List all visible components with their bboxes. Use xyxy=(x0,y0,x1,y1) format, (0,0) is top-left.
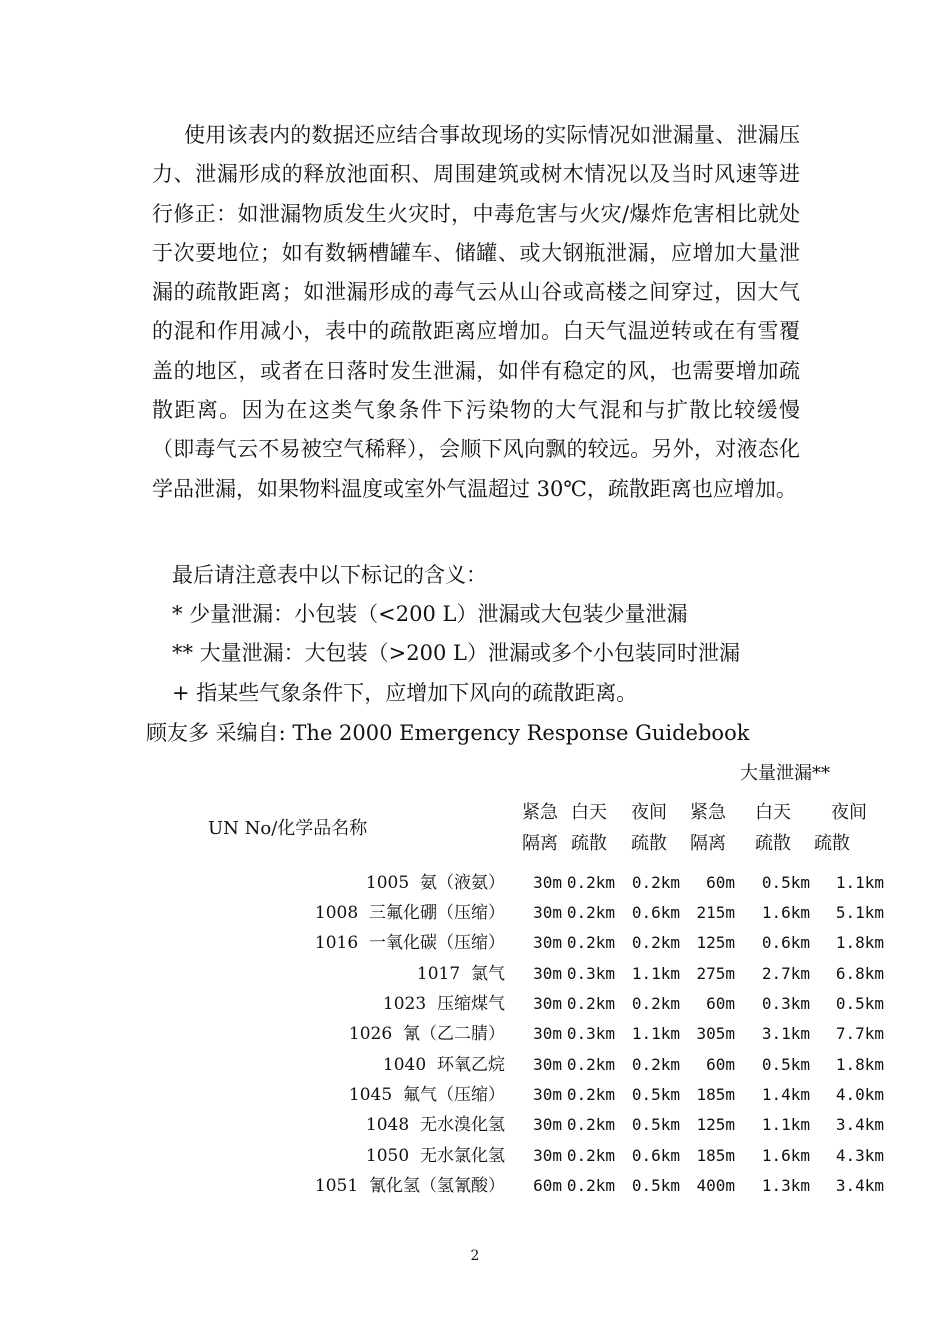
name-column-header: UN No/化学品名称 xyxy=(208,818,368,839)
table-cell-col-2: 0.3km xyxy=(566,964,615,983)
col-header-6-line2: 疏散 xyxy=(814,833,850,854)
note-small-spill: * 少量泄漏：小包装（<200 L）泄漏或大包装少量泄漏 xyxy=(172,602,688,626)
un-number: 1048 xyxy=(365,1115,410,1135)
table-cell-col-2: 0.2km xyxy=(566,1146,615,1165)
table-cell-col-1: 30m xyxy=(533,1055,562,1074)
table-cell-col-6: 7.7km xyxy=(835,1024,884,1043)
spacer xyxy=(392,1024,403,1044)
note-large-spill: ** 大量泄漏：大包装（>200 L）泄漏或多个小包装同时泄漏 xyxy=(172,641,740,665)
table-cell-col-1: 30m xyxy=(533,1146,562,1165)
table-cell-col-6: 1.8km xyxy=(835,1055,884,1074)
spacer xyxy=(460,964,471,984)
col-header-4-line1: 紧急 xyxy=(690,802,726,823)
notes-intro: 最后请注意表中以下标记的含义： xyxy=(172,563,487,587)
table-cell-col-2: 0.2km xyxy=(566,1055,615,1074)
large-spill-group-label: 大量泄漏** xyxy=(740,763,830,784)
table-cell-col-4: 60m xyxy=(706,873,735,892)
col-header-5-line1: 白天 xyxy=(755,802,791,823)
table-cell-col-6: 6.8km xyxy=(835,964,884,983)
un-number: 1026 xyxy=(348,1024,393,1044)
col-header-5-line2: 疏散 xyxy=(755,833,791,854)
table-cell-col-2: 0.3km xyxy=(566,1024,615,1043)
table-cell-col-4: 305m xyxy=(696,1024,735,1043)
table-cell-col-2: 0.2km xyxy=(566,933,615,952)
un-number: 1005 xyxy=(365,873,410,893)
chemical-name-cell xyxy=(417,961,505,987)
table-cell-col-3: 0.6km xyxy=(631,1146,680,1165)
col-header-1-line1: 紧急 xyxy=(522,802,558,823)
table-cell-col-5: 0.3km xyxy=(761,994,810,1013)
table-cell-col-5: 2.7km xyxy=(761,964,810,983)
chemical-name: 无水溴化氢 xyxy=(420,1115,505,1135)
col-header-2-line1: 白天 xyxy=(571,802,607,823)
table-cell-col-1: 60m xyxy=(533,1176,562,1195)
table-cell-col-2: 0.2km xyxy=(566,1176,615,1195)
table-cell-col-4: 125m xyxy=(696,933,735,952)
table-row xyxy=(0,900,950,930)
table-cell-col-1: 30m xyxy=(533,873,562,892)
spacer xyxy=(358,903,369,923)
table-cell-col-2: 0.2km xyxy=(566,873,615,892)
un-number: 1008 xyxy=(314,903,359,923)
source-line: 顾友多 采编自: The 2000 Emergency Response Guidebook xyxy=(146,721,750,745)
chemical-name-cell xyxy=(366,1112,505,1138)
table-row xyxy=(0,1082,950,1112)
note-plus: + 指某些气象条件下，应增加下风向的疏散距离。 xyxy=(172,681,638,705)
chemical-name: 氟气（压缩） xyxy=(403,1085,505,1105)
spacer xyxy=(358,933,369,953)
col-header-1-line2: 隔离 xyxy=(522,833,558,854)
col-header-3-line1: 夜间 xyxy=(631,802,667,823)
table-cell-col-6: 4.0km xyxy=(835,1085,884,1104)
spacer xyxy=(426,994,437,1014)
table-cell-col-4: 185m xyxy=(696,1085,735,1104)
chemical-name-cell xyxy=(349,1021,505,1047)
table-cell-col-5: 0.5km xyxy=(761,1055,810,1074)
table-cell-col-1: 30m xyxy=(533,903,562,922)
table-cell-col-1: 30m xyxy=(533,964,562,983)
col-header-3-line2: 疏散 xyxy=(631,833,667,854)
chemical-name: 氯气 xyxy=(471,964,505,984)
chemical-name: 压缩煤气 xyxy=(437,994,505,1014)
chemical-name: 氰化氢（氢氰酸） xyxy=(369,1176,505,1196)
table-row xyxy=(0,1143,950,1173)
table-cell-col-2: 0.2km xyxy=(566,994,615,1013)
table-cell-col-5: 1.3km xyxy=(761,1176,810,1195)
chemical-name-cell xyxy=(383,1052,505,1078)
table-cell-col-6: 5.1km xyxy=(835,903,884,922)
body-paragraph: 使用该表内的数据还应结合事故现场的实际情况如泄漏量、泄漏压力、泄漏形成的释放池面积、周围建筑或树木情况以及当时风速等进行修正：如泄漏物质发生火灾时，中毒危害与火灾/爆炸危害相比就处于次要地位；如有数辆槽罐车、储罐、或大钢瓶泄漏，应增加大量泄漏的疏散距离；如泄漏形成的毒气云从山谷或高楼之间穿过，因大气的混和作用减小，表中的疏散距离应增加。白天气温逆转或在有雪覆盖的地区，或者在日落时发生泄漏，如伴有稳定的风，也需要增加疏散距离。因为在这类气象条件下污染物的大气混和与扩散比较缓慢（即毒气云不易被空气稀释），会顺下风向飘的较远。另外，对液态化学品泄漏，如果物料温度或室外气温超过 30℃，疏散距离也应增加。 xyxy=(152,123,800,501)
table-cell-col-4: 275m xyxy=(696,964,735,983)
un-number: 1023 xyxy=(382,994,427,1014)
table-cell-col-6: 3.4km xyxy=(835,1115,884,1134)
table-cell-col-4: 60m xyxy=(706,994,735,1013)
un-number: 1016 xyxy=(314,933,359,953)
spacer xyxy=(409,873,420,893)
spacer xyxy=(426,1055,437,1075)
table-cell-col-6: 1.1km xyxy=(835,873,884,892)
chemical-name-cell xyxy=(366,1143,505,1169)
table-cell-col-6: 4.3km xyxy=(835,1146,884,1165)
table-cell-col-3: 0.2km xyxy=(631,933,680,952)
spacer xyxy=(358,1176,369,1196)
table-row xyxy=(0,991,950,1021)
table-cell-col-1: 30m xyxy=(533,933,562,952)
table-cell-col-2: 0.2km xyxy=(566,1115,615,1134)
col-header-4-line2: 隔离 xyxy=(690,833,726,854)
un-number: 1040 xyxy=(382,1055,427,1075)
spacer xyxy=(409,1115,420,1135)
table-cell-col-1: 30m xyxy=(533,1024,562,1043)
table-cell-col-1: 30m xyxy=(533,994,562,1013)
table-row xyxy=(0,1112,950,1142)
chemical-name: 无水氯化氢 xyxy=(420,1146,505,1166)
table-cell-col-5: 3.1km xyxy=(761,1024,810,1043)
spacer xyxy=(409,1146,420,1166)
table-cell-col-4: 60m xyxy=(706,1055,735,1074)
un-number: 1045 xyxy=(348,1085,393,1105)
table-cell-col-5: 1.1km xyxy=(761,1115,810,1134)
table-row xyxy=(0,870,950,900)
table-cell-col-3: 0.6km xyxy=(631,903,680,922)
table-cell-col-2: 0.2km xyxy=(566,903,615,922)
chemical-name-cell xyxy=(315,900,505,926)
table-cell-col-3: 1.1km xyxy=(631,1024,680,1043)
table-row xyxy=(0,961,950,991)
table-row xyxy=(0,1021,950,1051)
spacer xyxy=(392,1085,403,1105)
table-cell-col-4: 125m xyxy=(696,1115,735,1134)
chemical-name-cell xyxy=(366,870,505,896)
chemical-name: 环氧乙烷 xyxy=(437,1055,505,1075)
table-cell-col-2: 0.2km xyxy=(566,1085,615,1104)
chemical-name-cell xyxy=(315,930,505,956)
table-cell-col-3: 0.2km xyxy=(631,994,680,1013)
table-cell-col-5: 0.6km xyxy=(761,933,810,952)
un-number: 1050 xyxy=(365,1146,410,1166)
table-cell-col-6: 0.5km xyxy=(835,994,884,1013)
table-cell-col-1: 30m xyxy=(533,1085,562,1104)
chemical-name-cell xyxy=(349,1082,505,1108)
table-cell-col-3: 0.2km xyxy=(631,1055,680,1074)
table-cell-col-3: 1.1km xyxy=(631,964,680,983)
chemical-name-cell xyxy=(315,1173,505,1199)
table-cell-col-3: 0.5km xyxy=(631,1115,680,1134)
table-cell-col-3: 0.5km xyxy=(631,1176,680,1195)
table-cell-col-1: 30m xyxy=(533,1115,562,1134)
page-number: 2 xyxy=(470,1248,480,1264)
table-cell-col-6: 1.8km xyxy=(835,933,884,952)
chemical-name: 氰（乙二腈） xyxy=(403,1024,505,1044)
table-cell-col-5: 1.6km xyxy=(761,903,810,922)
table-cell-col-4: 215m xyxy=(696,903,735,922)
table-cell-col-3: 0.2km xyxy=(631,873,680,892)
chemical-name: 氨（液氨） xyxy=(420,873,505,893)
table-row xyxy=(0,1052,950,1082)
chemical-name: 一氧化碳（压缩） xyxy=(369,933,505,953)
un-number: 1051 xyxy=(314,1176,359,1196)
table-cell-col-4: 400m xyxy=(696,1176,735,1195)
table-cell-col-5: 0.5km xyxy=(761,873,810,892)
col-header-6-line1: 夜间 xyxy=(831,802,867,823)
table-cell-col-5: 1.6km xyxy=(761,1146,810,1165)
chemical-name: 三氟化硼（压缩） xyxy=(369,903,505,923)
table-row xyxy=(0,930,950,960)
table-cell-col-3: 0.5km xyxy=(631,1085,680,1104)
table-cell-col-4: 185m xyxy=(696,1146,735,1165)
chemical-name-cell xyxy=(383,991,505,1017)
col-header-2-line2: 疏散 xyxy=(571,833,607,854)
table-cell-col-5: 1.4km xyxy=(761,1085,810,1104)
un-number: 1017 xyxy=(416,964,461,984)
table-row xyxy=(0,1173,950,1203)
table-cell-col-6: 3.4km xyxy=(835,1176,884,1195)
